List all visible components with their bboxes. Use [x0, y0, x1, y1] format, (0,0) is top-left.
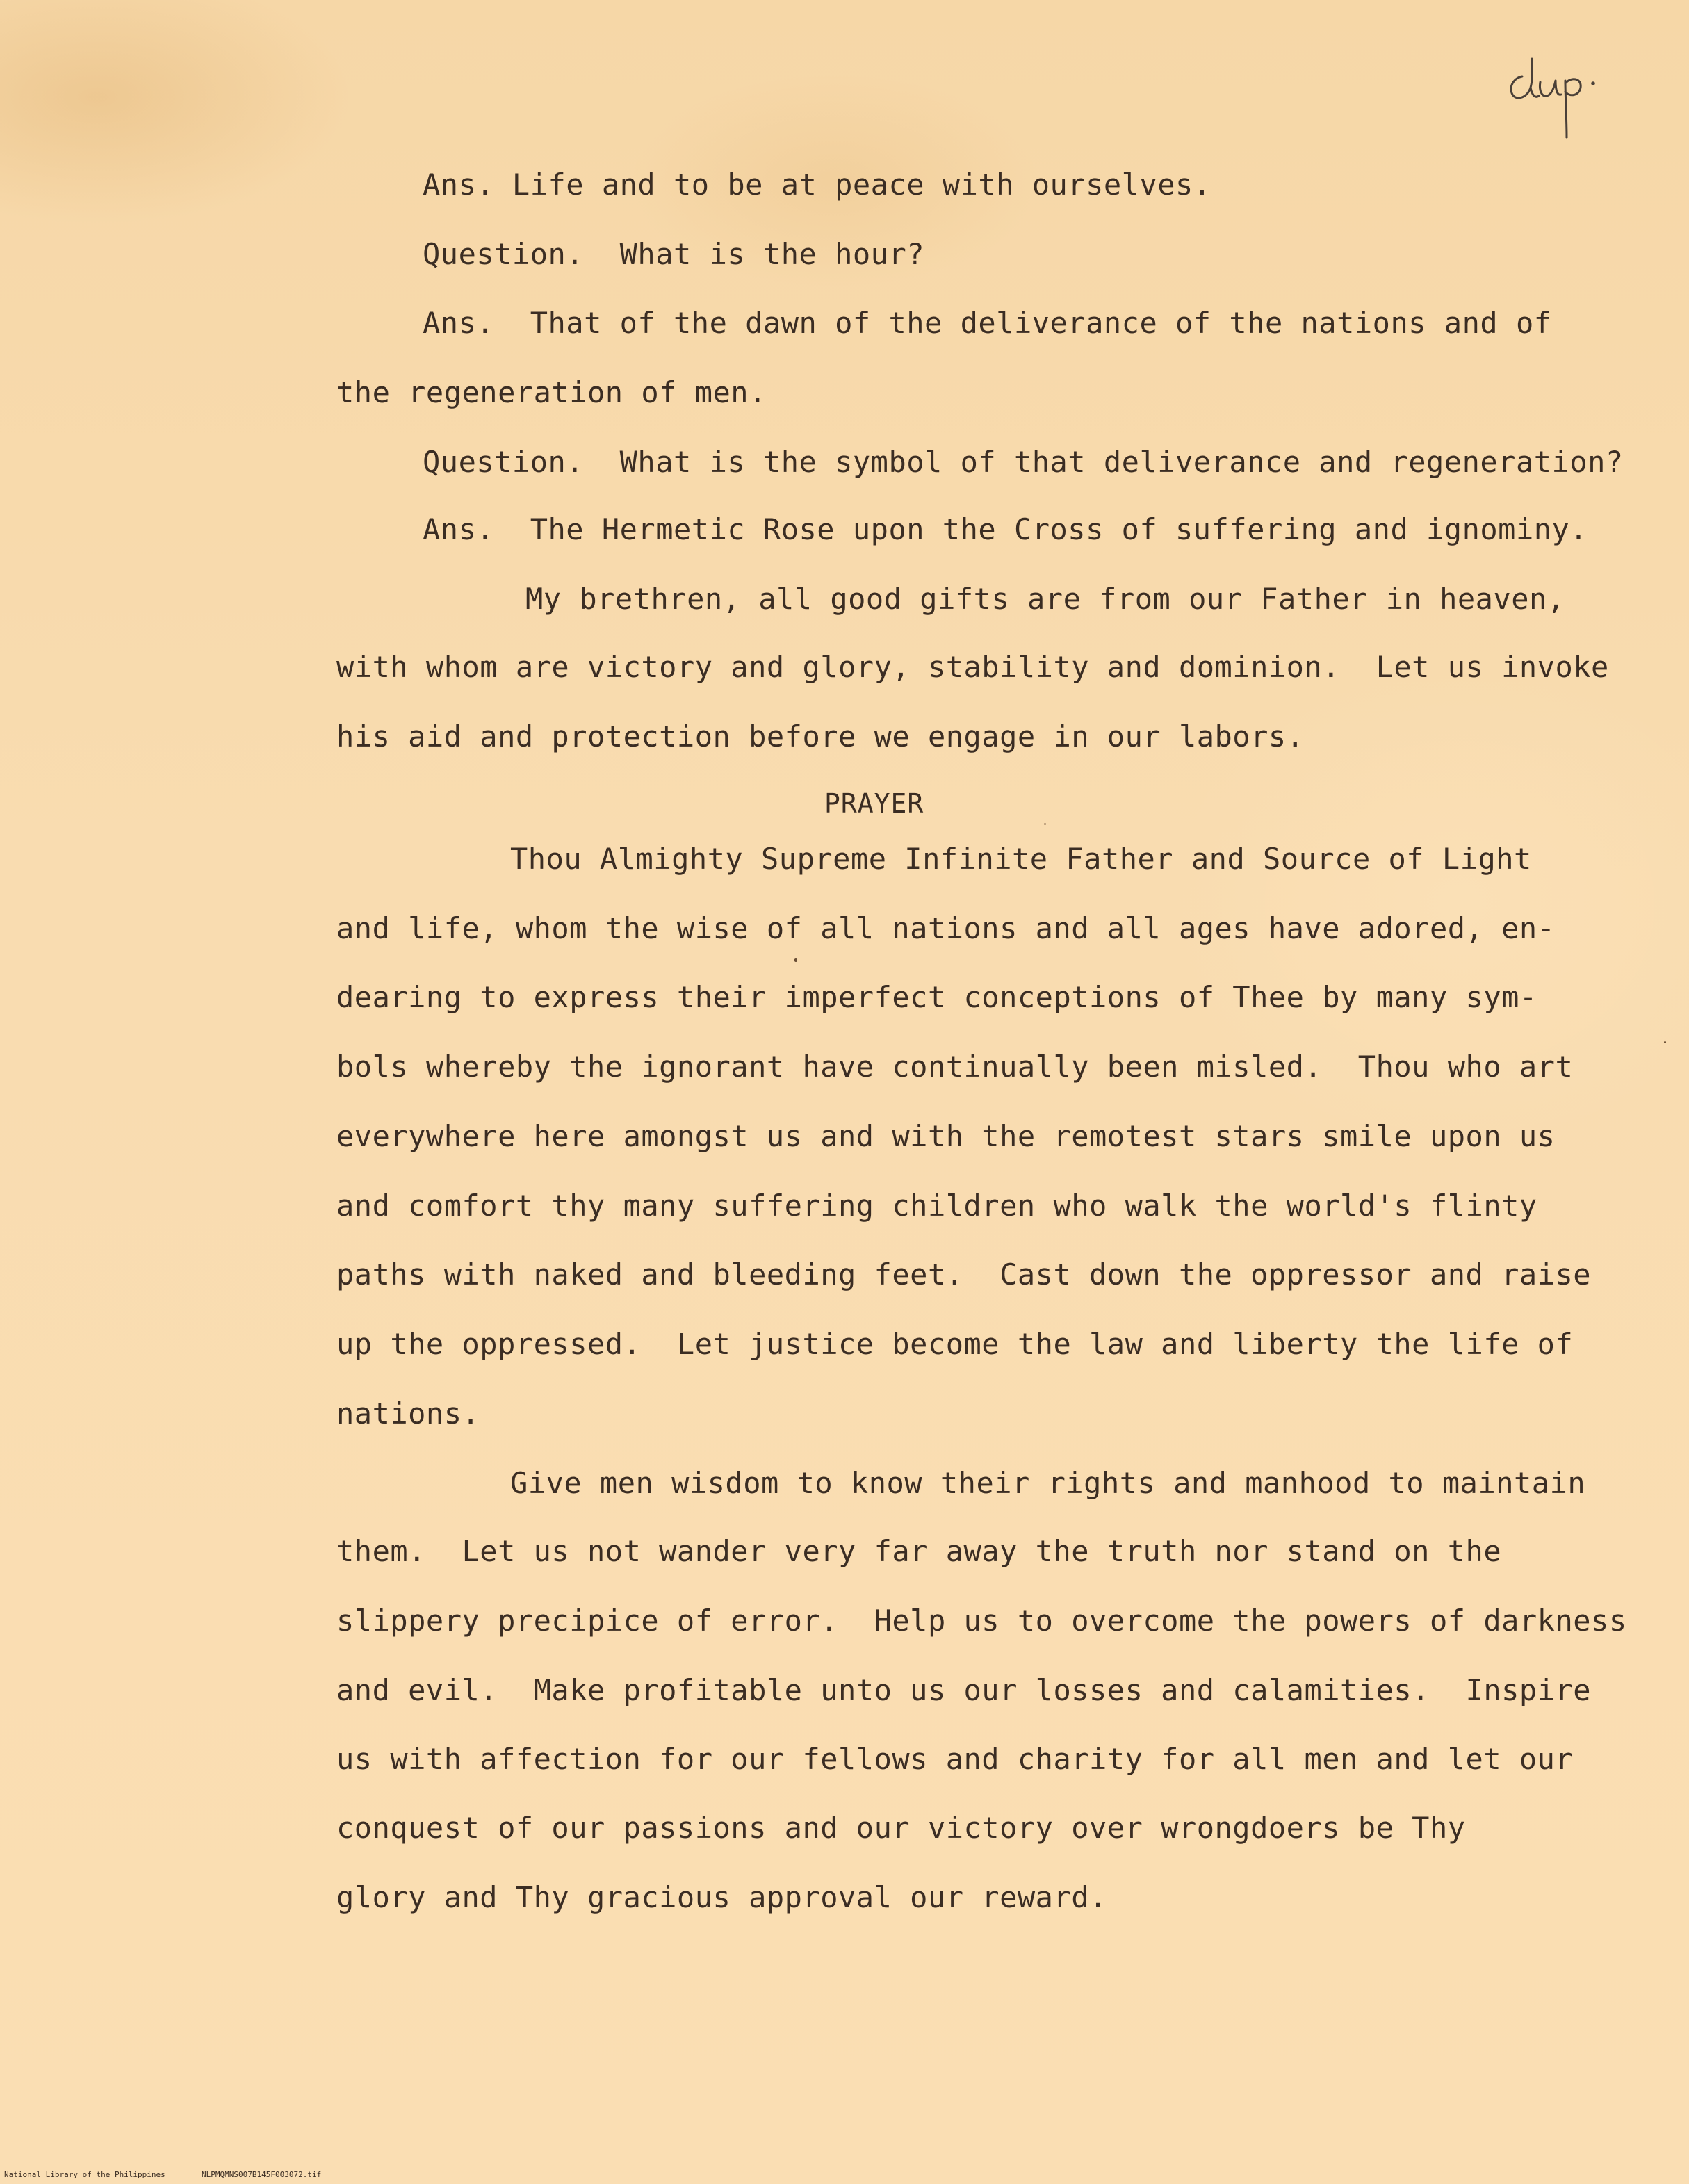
text-line: everywhere here amongst us and with the remotest stars smile upon us — [336, 1119, 1556, 1153]
text-line: us with affection for our fellows and charity for all men and let our — [336, 1742, 1574, 1776]
text-line: conquest of our passions and our victory over wrongdoers be Thy — [336, 1811, 1466, 1845]
text-line: bols whereby the ignorant have continually been misled. Thou who art — [336, 1050, 1574, 1084]
text-line: dearing to express their imperfect conceptions of Thee by many sym- — [336, 980, 1537, 1014]
text-line: up the oppressed. Let justice become the law and liberty the life of — [336, 1327, 1574, 1361]
text-line: Ans. Life and to be at peace with ourselves. — [423, 168, 1211, 202]
text-line: Thou Almighty Supreme Infinite Father and Source of Light — [510, 842, 1532, 876]
section-heading: PRAYER — [824, 788, 924, 819]
text-line: glory and Thy gracious approval our reward. — [336, 1880, 1107, 1914]
text-line: his aid and protection before we engage in our labors. — [336, 719, 1305, 753]
text-line: Give men wisdom to know their rights and manhood to maintain — [510, 1466, 1586, 1500]
text-line: the regeneration of men. — [336, 375, 767, 409]
paper-speck — [1664, 1041, 1666, 1043]
text-line: and life, whom the wise of all nations and all ages have adored, en- — [336, 911, 1556, 945]
footer-file-id: NLPMQMNS007B145F003072.tif — [202, 2170, 322, 2179]
paper-speck — [794, 958, 797, 962]
text-line: Question. What is the hour? — [423, 237, 925, 271]
text-line: slippery precipice of error. Help us to overcome the powers of darkness — [336, 1604, 1627, 1638]
text-line: nations. — [336, 1396, 480, 1431]
text-line: with whom are victory and glory, stability and dominion. Let us invoke — [336, 650, 1609, 684]
text-line: and comfort thy many suffering children who walk the world's flinty — [336, 1189, 1537, 1223]
footer-institution: National Library of the Philippines — [4, 2170, 165, 2179]
text-line: Ans. The Hermetic Rose upon the Cross of suffering and ignominy. — [423, 512, 1588, 546]
paper-speck — [1044, 823, 1046, 825]
text-line: and evil. Make profitable unto us our losses and calamities. Inspire — [336, 1673, 1592, 1707]
text-line: Question. What is the symbol of that deliverance and regeneration? — [423, 445, 1624, 479]
text-line: Ans. That of the dawn of the deliverance of the nations and of — [423, 306, 1552, 340]
text-line: paths with naked and bleeding feet. Cast down the oppressor and raise — [336, 1257, 1592, 1291]
text-line: My brethren, all good gifts are from our Father in heaven, — [525, 582, 1565, 616]
text-line: them. Let us not wander very far away the truth nor stand on the — [336, 1534, 1502, 1568]
